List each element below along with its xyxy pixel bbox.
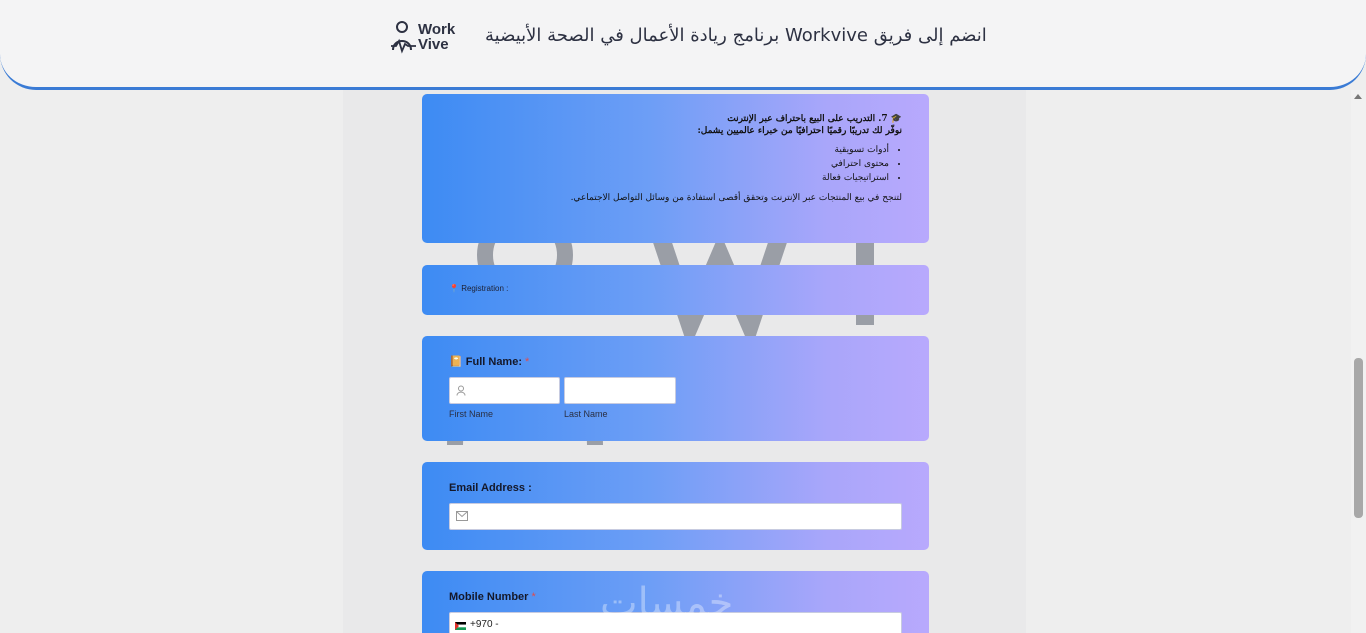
info-card-subtitle: نوفّر لك تدريبًا رقميًا احترافيًا من خبراء عالميين يشمل:	[697, 126, 902, 136]
logo-text	[418, 22, 455, 52]
registration-label	[449, 284, 508, 293]
registration-label-text: Registration :	[461, 284, 509, 293]
info-card	[422, 94, 929, 243]
last-name-input[interactable]	[564, 377, 676, 404]
required-mark: *	[525, 356, 530, 368]
khamsat-watermark: خمسات	[600, 580, 734, 626]
last-name-sublabel: Last Name	[564, 409, 608, 419]
mobile-label-text: Mobile Number	[449, 591, 529, 603]
first-name-sublabel: First Name	[449, 409, 494, 419]
list-item: • محتوى احترافي	[562, 157, 889, 171]
list-item: • استراتيجيات فعالة	[562, 171, 889, 185]
mobile-label	[449, 591, 536, 603]
info-card-body	[562, 113, 902, 204]
page-title: انضم إلى فريق Workvive برنامج ريادة الأعمال في الصحة الأبيضية	[485, 25, 987, 46]
logo-line2: Vive	[418, 36, 449, 53]
country-code-selector[interactable]: +970 -	[470, 619, 499, 630]
pin-icon: 📍	[449, 284, 459, 293]
full-name-card	[422, 336, 929, 441]
info-card-title-text: 7. التدريب على البيع باحتراف عبر الإنترنت	[727, 114, 888, 124]
user-icon	[456, 385, 466, 396]
logo-person-icon	[390, 20, 418, 56]
info-card-footer: لتنجح في بيع المنتجات عبر الإنترنت وتحقق أقصى استفادة من وسائل التواصل الاجتماعي.	[570, 193, 902, 203]
vertical-scrollbar[interactable]	[1351, 90, 1366, 633]
email-input[interactable]	[449, 503, 902, 530]
email-card	[422, 462, 929, 550]
full-name-label-text: Full Name:	[465, 356, 522, 368]
site-header	[0, 0, 1366, 90]
logo-line1: Work	[418, 21, 456, 38]
required-mark: *	[531, 591, 536, 603]
id-card-icon: 📔	[449, 356, 463, 368]
info-card-title	[562, 113, 902, 125]
list-item: • أدوات تسويقية	[562, 143, 889, 157]
palestine-flag-icon	[455, 622, 466, 630]
full-name-label	[449, 355, 529, 368]
scroll-up-arrow-icon[interactable]	[1354, 94, 1362, 99]
graduation-cap-icon: 🎓	[887, 114, 902, 124]
envelope-icon	[456, 511, 468, 521]
registration-card	[422, 265, 929, 315]
workvive-logo[interactable]	[390, 20, 458, 56]
first-name-input[interactable]	[449, 377, 560, 404]
email-label: Email Address :	[449, 482, 532, 494]
scrollbar-thumb[interactable]	[1354, 358, 1363, 518]
info-card-list	[562, 143, 902, 185]
